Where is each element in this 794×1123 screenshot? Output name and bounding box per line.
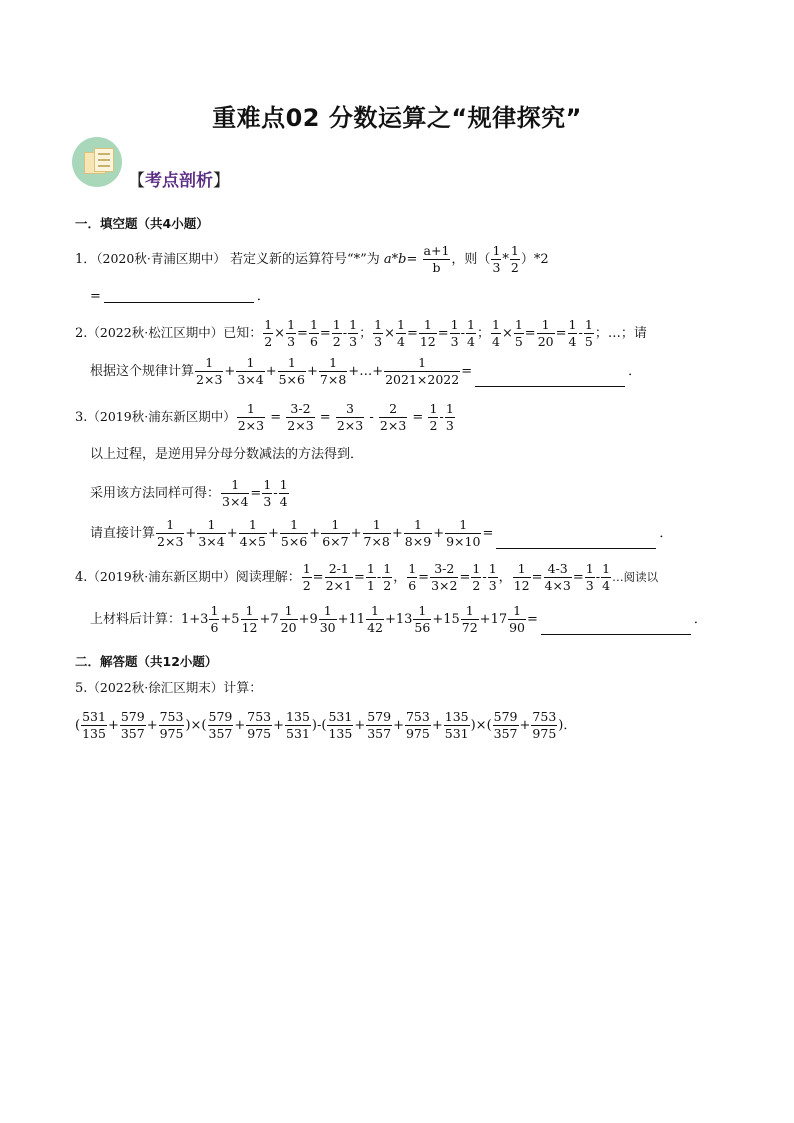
solve-heading: 二．解答题（共12小题）: [75, 654, 218, 669]
section-label: 【考点剖析】: [128, 171, 230, 191]
question-2: 2.（2022秋·松江区期中）已知： $\frac{1}{2}$ × $\frac{1}{3}$ = $\frac{1}{6}$ = $\frac{1}{2}$ - $\frac{1}{3}$ ； $\frac{1}{3}$ × $\frac{1}{4}$ = $\frac{1}{12}$ = $\frac{1}{3}$ - $\frac{1}{4}$ ； $\frac{1}{4}$ × $\frac{1}{5}$ = $\frac{1}{20}$ = $\frac{1}{4}$ - $\frac{1}{5}$ ；…；请: [75, 317, 647, 349]
question-2-line-2: 根据这个规律计算 $\frac{1}{2\times 3}$ + $\frac{1}{3\times 4}$ + $\frac{1}{5\times 6}$ + $\frac{1}{7\times 8}$ +…+ $\frac{1}{2021\times 2022}$ = ．: [90, 355, 642, 387]
question-1-answer: = ．: [90, 289, 270, 304]
question-3-line-4: 请直接计算 $\frac{1}{2\times 3}$ + $\frac{1}{3\times 4}$ + $\frac{1}{4\times 5}$ + $\frac{1}{5\times 6}$ + $\frac{1}{6\times 7}$ + $\frac{1}{7\times 8}$ + $\frac{1}{8\times 9}$ + $\frac{1}{9\times 10}$ = ．: [90, 517, 673, 549]
question-1: 1．（2020秋·青浦区期中） 若定义新的运算符号“*”为 a*b= $\frac{a+1}{b}$ ，则（ $\frac{1}{3}$ * $\frac{1}{2}$ ）*2: [75, 243, 549, 275]
page-title: 重难点02 分数运算之“规律探究”: [212, 104, 582, 132]
answer-blank[interactable]: [104, 288, 254, 303]
document-icon: [72, 137, 122, 187]
question-3-line-2: 以上过程，是逆用异分母分数减法的方法得到．: [90, 447, 364, 462]
fill-blank-heading: 一．填空题（共4小题）: [75, 216, 209, 231]
answer-blank[interactable]: [475, 372, 625, 387]
question-5: 5.（2022秋·徐汇区期末）计算：: [75, 680, 263, 696]
question-4-line-2: 上材料后计算：1+3 $\frac{1}{6}$ +5 $\frac{1}{12}$ +7 $\frac{1}{20}$ +9 $\frac{1}{30}$ +11 $\frac{1}{42}$ +13 $\frac{1}{56}$ +15 $\frac{1}{72}$ +17 $\frac{1}{90}$ = ．: [90, 603, 707, 635]
question-3-line-3: 采用该方法同样可得： $\frac{1}{3\times 4}$ = $\frac{1}{3}$ - $\frac{1}{4}$: [90, 477, 288, 509]
answer-blank[interactable]: [496, 534, 656, 549]
question-4: 4.（2019秋·浦东新区期中）阅读理解： $\frac{1}{2}$ = $\frac{2-1}{2\times 1}$ = $\frac{1}{1}$ - $\frac{1}{2}$ ， $\frac{1}{6}$ = $\frac{3-2}{3\times 2}$ = $\frac{1}{2}$ - $\frac{1}{3}$ ， $\frac{1}{12}$ = $\frac{4-3}{4\times 3}$ = $\frac{1}{3}$ - $\frac{1}{4}$ …阅读以: [75, 561, 659, 593]
answer-blank[interactable]: [541, 620, 691, 635]
question-3: 3.（2019秋·浦东新区期中） $\frac{1}{2\times 3}$ = $\frac{3-2}{2\times 3}$ = $\frac{3}{2\times 3}$ - $\frac{2}{2\times 3}$ = $\frac{1}{2}$ - $\frac{1}{3}$: [75, 401, 454, 433]
question-5-expression: ( $\frac{531}{135}$ + $\frac{579}{357}$ + $\frac{753}{975}$ )×( $\frac{579}{357}$ + $\frac{753}{975}$ + $\frac{135}{531}$ )-( $\frac{531}{135}$ + $\frac{579}{357}$ + $\frac{753}{975}$ + $\frac{135}{531}$ )×( $\frac{579}{357}$ + $\frac{753}{975}$ )．: [75, 709, 577, 741]
